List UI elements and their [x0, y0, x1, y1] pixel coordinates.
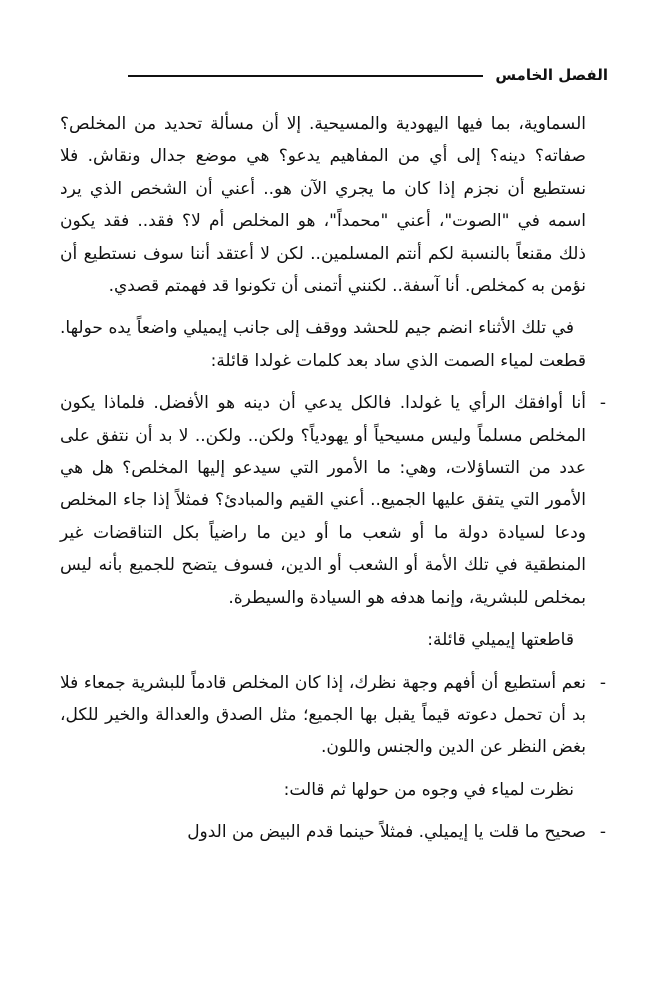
paragraph-narration: في تلك الأثناء انضم جيم للحشد ووقف إلى جانب إيميلي واضعاً يده حولها. قطعت لمياء الصمت الذي ساد بعد كلمات غولدا قائلة: — [60, 318, 586, 371]
dialogue-dash: - — [599, 393, 606, 414]
dialogue-block — [60, 667, 606, 764]
body-text — [60, 108, 606, 849]
paragraph-dialogue: نعم أستطيع أن أفهم وجهة نظرك، إذا كان المخلص قادماً للبشرية جمعاء فلا بد أن تحمل دعوته قيماً يقبل بها الجميع؛ مثل الصدق والعدالة والخير للكل، بغض النظر عن الدين والجنس واللون. — [60, 672, 586, 758]
chapter-header — [128, 60, 608, 90]
paragraph-dialogue: أنا أوافقك الرأي يا غولدا. فالكل يدعي أن دينه هو الأفضل. فلماذا يكون المخلص مسلماً وليس مسيحياً أو يهودياً؟ ولكن.. ولكن.. لا بد أن نتفق على عدد من التساؤلات، وهي: ما الأمور التي سيدعو إليها المخلص؟ هل هي الأمور التي يتفق عليها الجميع.. أعني القيم والمبادئ؟ فمثلاً إذا جاء المخلص ودعا لسيادة دولة ما أو شعب ما أو دين ما راضياً بكل التناقضات غير المنطقية في تلك الأمة أو الشعب أو الدين، فسوف يتضح للجميع بأنه ليس بمخلص للبشرية، وإنما هدفه هو السيادة والسيطرة. — [60, 393, 586, 608]
dialogue-dash: - — [599, 822, 606, 843]
dialogue-dash: - — [599, 672, 606, 693]
dialogue-block — [60, 387, 606, 614]
paragraph-narration: قاطعتها إيميلي قائلة: — [427, 630, 574, 651]
header-rule — [128, 75, 483, 77]
paragraph-continuation: السماوية، بما فيها اليهودية والمسيحية. إلا أن مسألة تحديد من المخلص؟ صفاته؟ دينه؟ إلى أي من المفاهيم يدعو؟ هي موضع جدال ونقاش. فلا نستطيع أن نجزم إذا كان ما يجري الآن هو.. أعني أن الشخص الذي يرد اسمه في "الصوت"، أعني "محمداً"، هو المخلص أم لا؟ فقد.. فقد يكون ذلك مقنعاً بالنسبة لكم أنتم المسلمين.. لكن لا أعتقد أننا سوف نستطيع أن نؤمن به كمخلص. أنا آسفة.. لكنني أتمنى أن تكونوا قد فهمتم قصدي. — [60, 114, 586, 297]
dialogue-block — [60, 816, 606, 848]
chapter-title: الفصل الخامس — [495, 66, 608, 84]
paragraph-dialogue: صحيح ما قلت يا إيميلي. فمثلاً حينما قدم البيض من الدول — [187, 822, 586, 843]
paragraph-narration: نظرت لمياء في وجوه من حولها ثم قالت: — [283, 779, 574, 800]
